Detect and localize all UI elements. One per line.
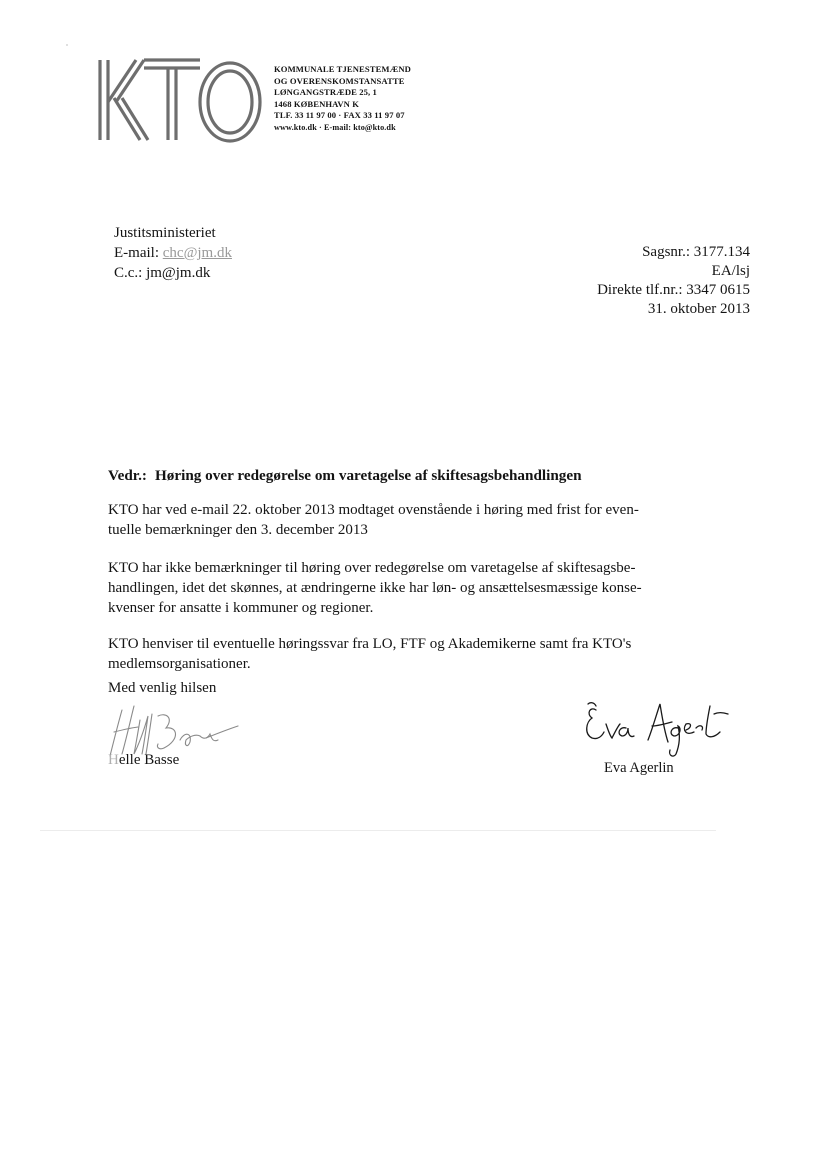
kto-logo xyxy=(96,56,266,144)
body-paragraph-2 xyxy=(108,558,720,618)
sender-line: TLF. 33 11 97 00 · FAX 33 11 97 07 xyxy=(274,110,405,121)
subject-prefix: Vedr.: xyxy=(108,467,147,484)
body-line: KTO har ved e-mail 22. oktober 2013 modtaget ovenstående i høring med frist for even- xyxy=(108,502,639,518)
letter-date: 31. oktober 2013 xyxy=(647,301,750,317)
body-line: handlingen, idet det skønnes, at ændringerne ikke har løn- og ansættelsesmæssige konse- xyxy=(108,580,642,596)
closing-text: Med venlig hilsen xyxy=(108,680,217,696)
recipient-block xyxy=(114,223,232,283)
recipient-name: Justitsministeriet xyxy=(114,225,216,241)
body-line: medlemsorganisationer. xyxy=(108,656,251,672)
sender-line: OG OVERENSKOMSTANSATTE xyxy=(274,75,405,86)
scan-speck xyxy=(66,44,68,46)
subject-line xyxy=(108,467,582,485)
footer-rule xyxy=(40,830,716,831)
sender-line: www.kto.dk · E-mail: kto@kto.dk xyxy=(274,122,396,132)
subject-text: Høring over redegørelse om varetagelse af skiftesagsbehandlingen xyxy=(154,467,582,484)
recipient-email-link[interactable]: chc@jm.dk xyxy=(162,245,232,261)
recipient-cc: C.c.: jm@jm.dk xyxy=(114,265,211,281)
case-number: Sagsnr.: 3177.134 xyxy=(642,244,750,260)
body-line: KTO har ikke bemærkninger til høring over redegørelse om varetagelse af skiftesagsbe- xyxy=(108,560,636,576)
signature-helle-basse xyxy=(100,700,240,760)
sender-line: LØNGANGSTRÆDE 25, 1 xyxy=(274,87,377,98)
body-paragraph-1 xyxy=(108,500,720,540)
body-line: kvenser for ansatte i kommuner og regioner. xyxy=(108,600,374,616)
body-line: tuelle bemærkninger den 3. december 2013 xyxy=(108,522,368,538)
signatory-left-rest: elle Basse xyxy=(118,752,180,768)
sender-line: 1468 KØBENHAVN K xyxy=(274,98,360,109)
signatory-left-initial: H xyxy=(108,752,119,768)
sender-address xyxy=(274,64,411,134)
signatory-right-name: Eva Agerlin xyxy=(604,760,674,776)
direct-phone: Direkte tlf.nr.: 3347 0615 xyxy=(597,282,750,298)
signatory-left-name xyxy=(108,752,179,769)
body-paragraph-3 xyxy=(108,634,720,674)
signature-eva-agerlin xyxy=(582,700,732,760)
recipient-email-label: E-mail: xyxy=(114,245,163,261)
reference-block xyxy=(597,243,750,319)
sender-line: KOMMUNALE TJENESTEMÆND xyxy=(274,64,411,74)
body-line: KTO henviser til eventuelle høringssvar fra LO, FTF og Akademikerne samt fra KTO's xyxy=(108,636,632,652)
recipient-email-line xyxy=(114,243,232,263)
initials: EA/lsj xyxy=(711,263,750,279)
